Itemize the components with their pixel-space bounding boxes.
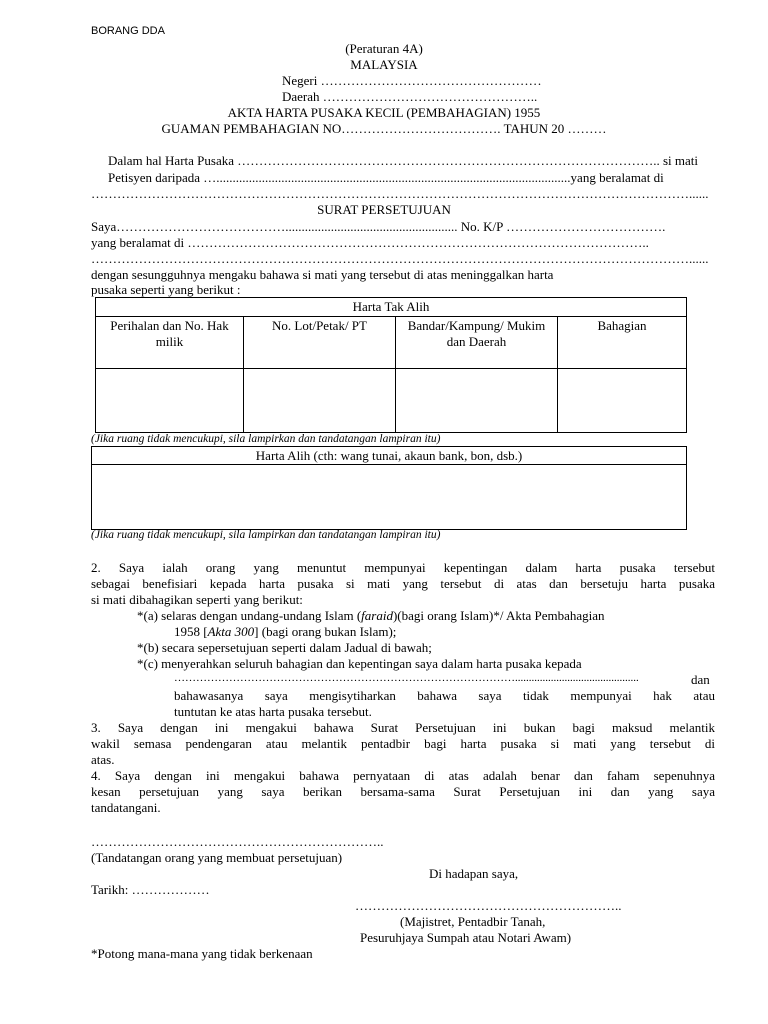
option-b: *(b) secara sepersetujuan seperti dalam Jadual di bawah; — [137, 640, 432, 655]
negeri-field: Negeri …………………………………………… — [282, 73, 542, 88]
header-lot-number: No. Lot/Petak/ PT — [244, 317, 396, 369]
immovable-property-table — [95, 297, 687, 433]
cell-location[interactable] — [396, 369, 558, 433]
attachment-note-2: (Jika ruang tidak mencukupi, sila lampirkan dan tandatangan lampiran itu) — [91, 529, 441, 541]
para3-line-1: 3. Saya dengan ini mengakui bahawa Surat Persetujuan ini bukan bagi maksud melantik — [91, 720, 715, 735]
para4-line-2: kesan persetujuan yang saya berikan bersama-sama Surat Persetujuan ini dan yang saya — [91, 784, 715, 799]
option-c-dan: dan — [691, 672, 710, 687]
para3-line-3: atas. — [91, 752, 115, 767]
para2-line-1: 2. Saya ialah orang yang menuntut mempunyai kepentingan dalam harta pusaka tersebut — [91, 560, 715, 575]
form-code: BORANG DDA — [91, 25, 165, 37]
para4-line-1: 4. Saya dengan ini mengakui bahawa pernyataan di atas adalah benar dan faham sepenuhnya — [91, 768, 715, 783]
declarant-name-line: Saya…………………………………..................................................... No. K/P ………………………………. — [91, 219, 666, 234]
immovable-table-title: Harta Tak Alih — [96, 298, 687, 317]
para2-line-3: si mati dibahagikan seperti yang berikut: — [91, 592, 303, 607]
header-share: Bahagian — [558, 317, 687, 369]
case-number: GUAMAN PEMBAHAGIAN NO………………………………. TAHUN 20 ……… — [161, 121, 607, 136]
witness-title-line-2: Pesuruhjaya Sumpah atau Notari Awam) — [360, 930, 572, 945]
cell-title-description[interactable] — [96, 369, 244, 433]
footnote: *Potong mana-mana yang tidak berkenaan — [91, 946, 313, 961]
option-a-line-2: 1958 [Akta 300] (bagi orang bukan Islam); — [174, 624, 397, 639]
declarant-address-line-2: …………………………………………………………………………………………………………………………...... — [91, 251, 709, 266]
signature-line[interactable]: ………………………………………………………….. — [91, 834, 384, 849]
country: MALAYSIA — [350, 57, 418, 72]
cell-share[interactable] — [558, 369, 687, 433]
declarant-address-line: yang beralamat di …………………………………………………………………………………………….. — [91, 235, 649, 250]
option-c-line-3: bahawasanya saya mengisytiharkan bahawa saya tidak mempunyai hak atau — [174, 688, 715, 703]
header-title-description: Perihalan dan No. Hak milik — [96, 317, 244, 369]
cell-lot-number[interactable] — [244, 369, 396, 433]
option-a-line-1: *(a) selaras dengan undang-undang Islam (faraid)(bagi orang Islam)*/ Akta Pembahagian — [137, 608, 605, 623]
movable-property-table — [91, 446, 687, 530]
para3-line-2: wakil semasa pendengaran atau melantik pentadbir bagi harta pusaka si mati yang tersebut di — [91, 736, 715, 751]
witness-title-line-1: (Majistret, Pentadbir Tanah, — [400, 914, 546, 929]
cell-movable-property[interactable] — [92, 465, 687, 530]
witness-signature-line[interactable]: …………………………………………………….. — [355, 898, 622, 913]
para4-line-3: tandatangani. — [91, 800, 161, 815]
date-field[interactable]: Tarikh: ……………… — [91, 882, 210, 897]
option-c-dots: …………………………………………………………………………………............................................. — [174, 672, 639, 684]
declaration-line-1: dengan sesungguhnya mengaku bahawa si mati yang tersebut di atas meninggalkan harta — [91, 267, 554, 282]
movable-table-title: Harta Alih (cth: wang tunai, akaun bank, bon, dsb.) — [92, 447, 687, 465]
act-title: AKTA HARTA PUSAKA KECIL (PEMBAHAGIAN) 1955 — [227, 105, 541, 120]
option-c-line-4: tuntutan ke atas harta pusaka tersebut. — [174, 704, 372, 719]
daerah-field: Daerah ………………………………………….. — [282, 89, 538, 104]
attachment-note-1: (Jika ruang tidak mencukupi, sila lampirkan dan tandatangan lampiran itu) — [91, 433, 441, 445]
estate-line-1: Dalam hal Harta Pusaka …………………………………………………………………………………….. si mati — [108, 153, 699, 168]
estate-line-3: …………………………………………………………………………………………………………………………...... — [91, 186, 709, 201]
signature-label: (Tandatangan orang yang membuat persetujuan) — [91, 850, 343, 865]
declaration-line-2: pusaka seperti yang berikut : — [91, 282, 241, 297]
before-me-label: Di hadapan saya, — [429, 866, 519, 881]
regulation: (Peraturan 4A) — [345, 41, 423, 56]
para2-line-2: sebagai benefisiari kepada harta pusaka si mati yang tersebut di atas dan bersetuju harta pusaka — [91, 576, 715, 591]
document-title: SURAT PERSETUJUAN — [317, 202, 451, 217]
estate-line-2: Petisyen daripada ….............................................................................................................yang beralamat di — [108, 170, 664, 185]
option-c-line-1: *(c) menyerahkan seluruh bahagian dan kepentingan saya dalam harta pusaka kepada — [137, 656, 582, 671]
header-location: Bandar/Kampung/ Mukim dan Daerah — [396, 317, 558, 369]
